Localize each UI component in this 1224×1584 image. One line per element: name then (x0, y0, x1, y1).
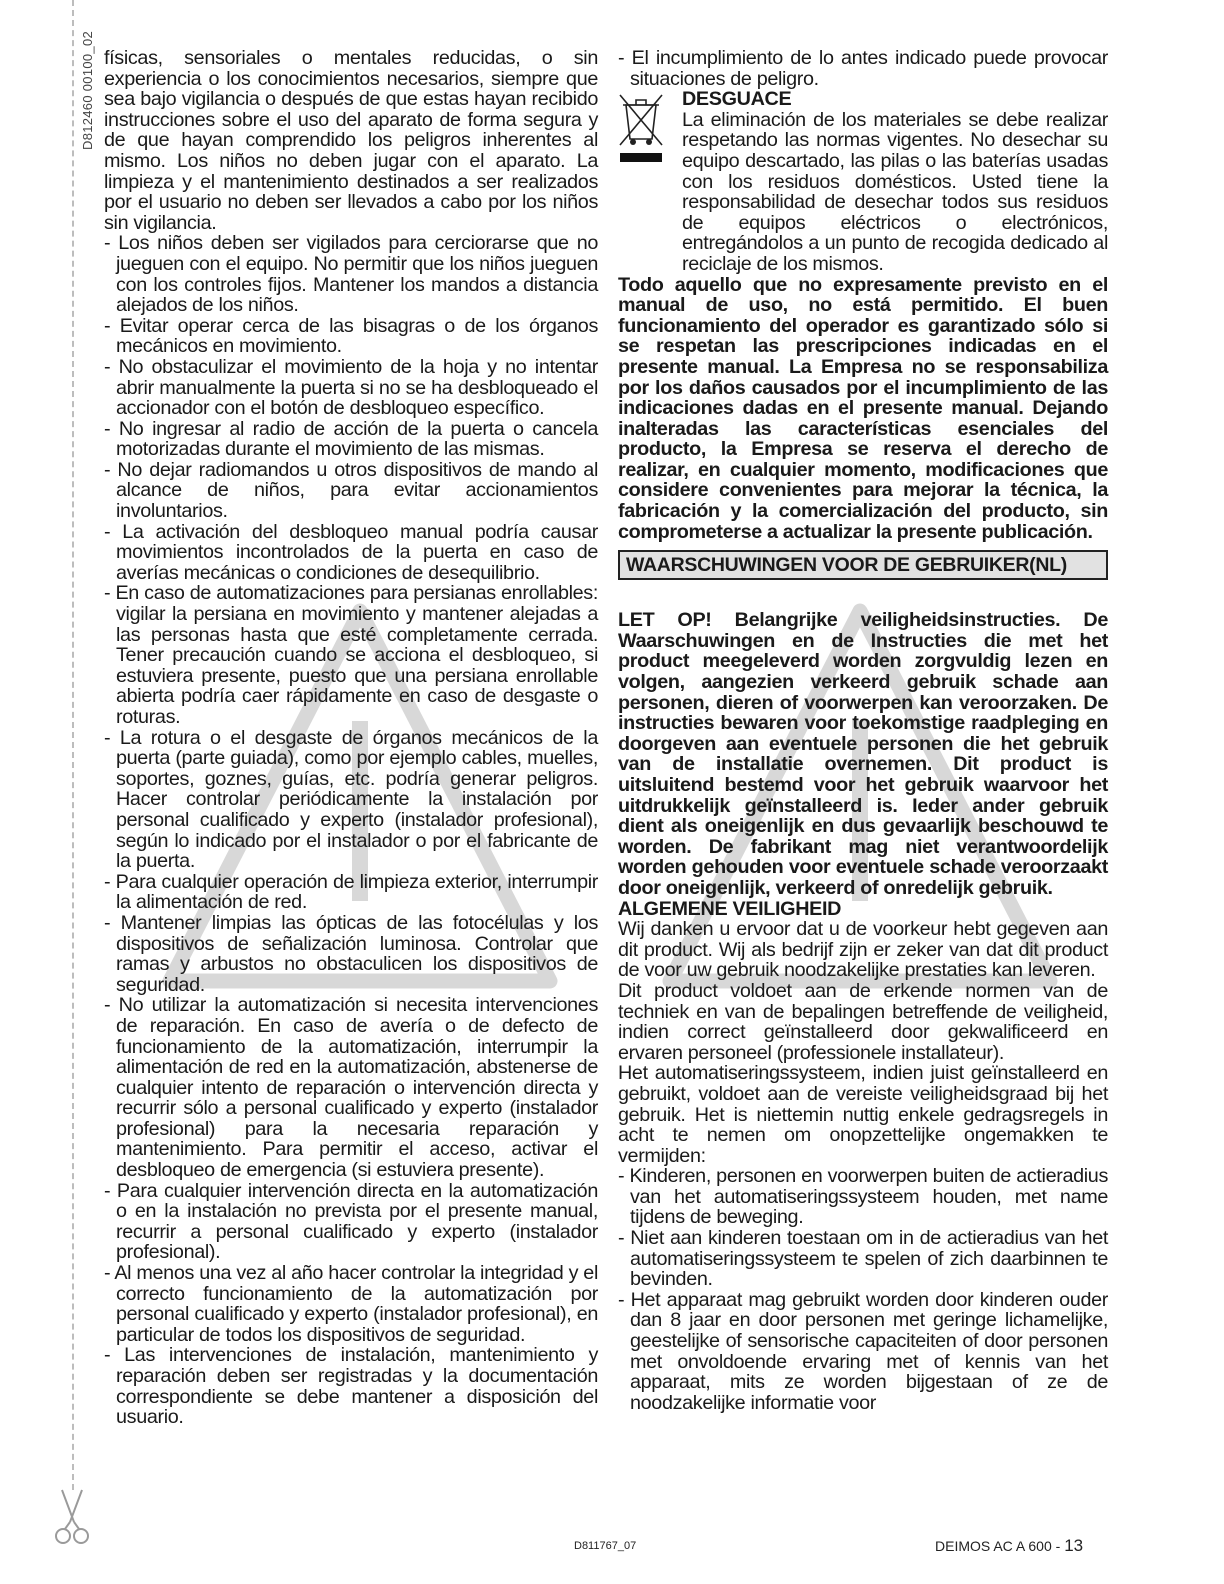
footer-doc-code: D811767_07 (574, 1540, 637, 1552)
doc-id-vertical: D812460 00100_02 (80, 30, 95, 150)
list-item: - La rotura o el desgaste de órganos mecánicos de la puerta (parte guiada), como por ejemplo cables, muelles, soportes, goznes, guías, etc. podría generar peligros. Hacer controlar periódicamente la instalación por personal cualificado y experto (instalador profesional), según lo indicado por el instalador o por el fabricante de la puerta. (104, 726, 598, 873)
page-number: 13 (1064, 1536, 1084, 1555)
list-item: - Mantener limpias las ópticas de las fotocélulas y los dispositivos de señalización luminosa. Controlar que ramas y arbustos no obstaculicen los dispositivos de seguridad. (104, 911, 598, 996)
list-item: - Het apparaat mag gebruikt worden door kinderen ouder dan 8 jaar en door personen met geringe lichamelijke, geestelijke of sensorische capaciteiten of door personen met onvoldoende ervaring met of kennis van het apparaat, mits ze worden bijgestaan of ze de noodzakelijke informatie voor (618, 1288, 1108, 1414)
warning-consequence-item: - El incumplimiento de lo antes indicado puede provocar situaciones de peligro. (618, 47, 1108, 90)
disposal-text: La eliminación de los materiales se debe realizar respetando las normas vigentes. No desechar su equipo descartado, las pilas o las baterías usadas con los residuos domésticos. Usted tiene la responsabilidad de desechar todos sus residuos de equipos eléctricos o electrónicos, entregándolos a un punto de recogida dedicado al reciclaje de los mismos. (682, 108, 1108, 275)
list-item: - No ingresar al radio de acción de la puerta o cancela motorizadas durante el movimiento de las mismas. (104, 417, 598, 461)
list-item: - No utilizar la automatización si necesita intervenciones de reparación. En caso de avería o de defecto de funcionamiento de la automatización, interrumpir la alimentación de red en la automatización, abstenerse de cualquier intento de reparación o intervención directa y recurrir sólo a personal cualificado y experto (instalador profesional) para la necesaria reparación y mantenimiento. Para permitir el acceso, activar el desbloqueo de emergencia (si estuviera presente). (104, 994, 598, 1182)
list-item: - Las intervenciones de instalación, mantenimiento y reparación deben ser registradas y la documentación correspondiente se debe mantener a disposición del usuario. (104, 1344, 598, 1429)
footer-product: DEIMOS AC A 600 (935, 1538, 1052, 1554)
nl-list (618, 1166, 1108, 1413)
disposal-title: DESGUACE (682, 88, 792, 111)
list-item: - Kinderen, personen en voorwerpen buiten de actieradius van het automatiseringssysteem houden, met name tijdens de beweging. (618, 1165, 1108, 1229)
nl-safety-warning: LET OP! Belangrijke veiligheidsinstructies. De Waarschuwingen en de Instructies die met het product meegeleverd worden zorgvuldig lezen en volgen, aangezien verkeerd gebruik schade aan personen, dieren of voorwerpen kan veroorzaken. De instructies bewaren voor toekomstige raadpleging en doorgeven aan eventuele personen die het gebruik van de installatie overnemen. Dit product is uitsluitend bestemd voor het gebruik waarvoor het uitdrukkelijk geïnstalleerd is. Ieder ander gebruik dient als oneigenlijk en dus gevaarlijk beschouwd te worden. De fabrikant mag niet verantwoordelijk worden gehouden voor eventuele schade veroorzaakt door oneigenlijk, verkeerd of onredelijk gebruik. (618, 609, 1108, 899)
left-column (104, 48, 598, 1428)
disclaimer-text: Todo aquello que no expresamente previsto en el manual de uso, no está permitido. El buen funcionamiento del operador es garantizado sólo si se respetan las prescripciones indicadas en el presente manual. La Empresa no se responsabiliza por los daños causados por el incumplimiento de las indicaciones dadas en el presente manual. Dejando inalteradas las características esenciales del producto, la Empresa se reserva el derecho de realizar, en cualquier momento, modificaciones que considere convenientes para mejorar la técnica, la fabricación y la comercialización del producto, sin comprometerse a actualizar la presente publicación. (618, 273, 1108, 543)
list-item: - La activación del desbloqueo manual podría causar movimientos incontrolados de la puerta en caso de averías mecánicas o condiciones de desequilibrio. (104, 520, 598, 584)
weee-bin-icon (618, 93, 666, 165)
footer-page-info (935, 1536, 1083, 1556)
list-item: - Para cualquier operación de limpieza exterior, interrumpir la alimentación de red. (104, 870, 598, 914)
paragraph: Het automatiseringssysteem, indien juist geïnstalleerd en gebruikt, voldoet aan de vereiste veiligheidsgraad bij het gebruik. Het is niettemin nuttig enkele gedragsregels in acht te nemen om onopzettelijke ongemakken te vermijden: (618, 1062, 1108, 1167)
list-item: - Al menos una vez al año hacer controlar la integridad y el correcto funcionamiento de la automatización por personal cualificado y experto (instalador profesional), en particular de todos los dispositivos de seguridad. (104, 1262, 598, 1346)
list-item: - Niet aan kinderen toestaan om in de actieradius van het automatiseringssysteem te spelen of zich daarbinnen te bevinden. (618, 1227, 1108, 1291)
list-item: - Evitar operar cerca de las bisagras o de los órganos mecánicos en movimiento. (104, 314, 598, 358)
list-item: - No obstaculizar el movimiento de la hoja y no intentar abrir manualmente la puerta si no se ha desbloqueado el accionador con el botón de desbloqueo específico. (104, 355, 598, 420)
nl-paragraphs (618, 919, 1108, 1166)
list-item: - Los niños deben ser vigilados para cerciorarse que no jueguen con el equipo. No permitir que los niños jueguen con los controles fijos. Mantener los mandos a distancia alejados de los niños. (104, 232, 598, 317)
nl-general-safety-title: ALGEMENE VEILIGHEID (618, 897, 842, 920)
paragraph: Dit product voldoet aan de erkende normen van de techniek en van de bepalingen betreffende de veiligheid, indien correct geïnstalleerd door gekwalificeerd en ervaren personeel (professionele installateur). (618, 979, 1108, 1064)
disposal-section (618, 89, 1108, 274)
list-item: - No dejar radiomandos u otros dispositivos de mando al alcance de niños, para evitar accionamientos involuntarios. (104, 458, 598, 523)
list-item: - En caso de automatizaciones para persianas enrollables: vigilar la persiana en movimiento y mantener alejadas a las personas hasta que esté completamente cerrada. Tener precaución cuando se acciona el desbloqueo, si estuviera presente, puesto que una persiana enrollable abierta podría caer rápidamente en caso de desgaste o roturas. (104, 582, 598, 728)
paragraph: físicas, sensoriales o mentales reducidas, o sin experiencia o los conocimientos necesarios, siempre que sea bajo vigilancia o después de que estas hayan recibido instrucciones sobre el uso del aparato de forma segura y de que hayan comprendido los peligros inherentes al mismo. Los niños no deben jugar con el aparato. La limpieza y el mantenimiento destinados a ser realizados por el usuario no deben ser llevados a cabo por los niños sin vigilancia. (104, 47, 598, 234)
scissors-icon (50, 1488, 94, 1548)
list-item: - Para cualquier intervención directa en la automatización o en la instalación no prevista por el presente manual, recurrir a personal cualificado y experto (instalador profesional). (104, 1179, 598, 1264)
footer-separator: - (1051, 1538, 1065, 1554)
right-column (618, 48, 1108, 1413)
section-title-nl: WAARSCHUWINGEN VOOR DE GEBRUIKER(NL) (618, 550, 1108, 580)
cut-line (72, 0, 74, 1490)
paragraph: Wij danken u ervoor dat u de voorkeur hebt gegeven aan dit product. Wij als bedrijf zijn er zeker van dat dit product de voor uw gebruik noodzakelijke prestaties kan leveren. (618, 918, 1108, 982)
